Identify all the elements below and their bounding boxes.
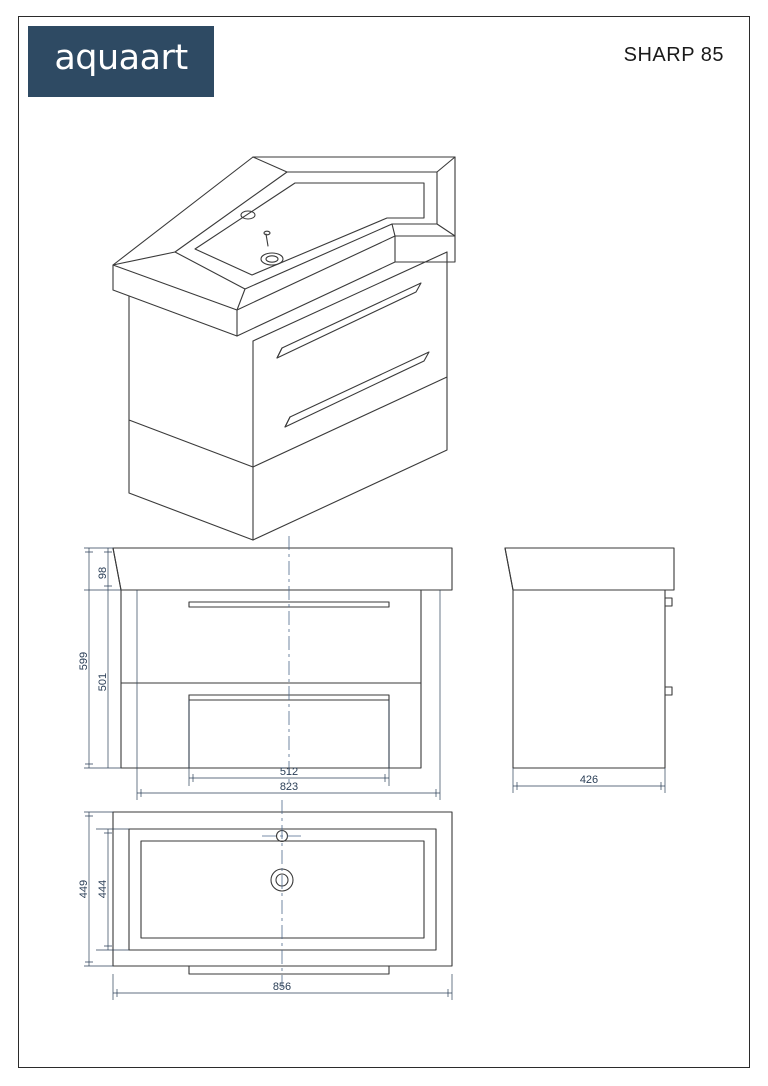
dim-front-total-width: 823 bbox=[279, 781, 299, 793]
dim-top-outer-depth: 449 bbox=[78, 879, 90, 899]
dim-top-inner-depth: 444 bbox=[97, 879, 109, 899]
brand-logo bbox=[28, 26, 214, 97]
dim-front-total-height: 599 bbox=[78, 651, 90, 671]
dim-front-body-height: 501 bbox=[97, 672, 109, 692]
page-title: SHARP 85 bbox=[623, 44, 724, 66]
brand-logo-text: aquaart bbox=[54, 38, 188, 78]
dim-top-width: 856 bbox=[272, 981, 292, 993]
dim-front-inner-width: 512 bbox=[279, 766, 299, 778]
sheet-border bbox=[18, 16, 750, 1068]
dim-side-depth: 426 bbox=[579, 774, 599, 786]
dim-front-top-height: 98 bbox=[97, 566, 109, 580]
